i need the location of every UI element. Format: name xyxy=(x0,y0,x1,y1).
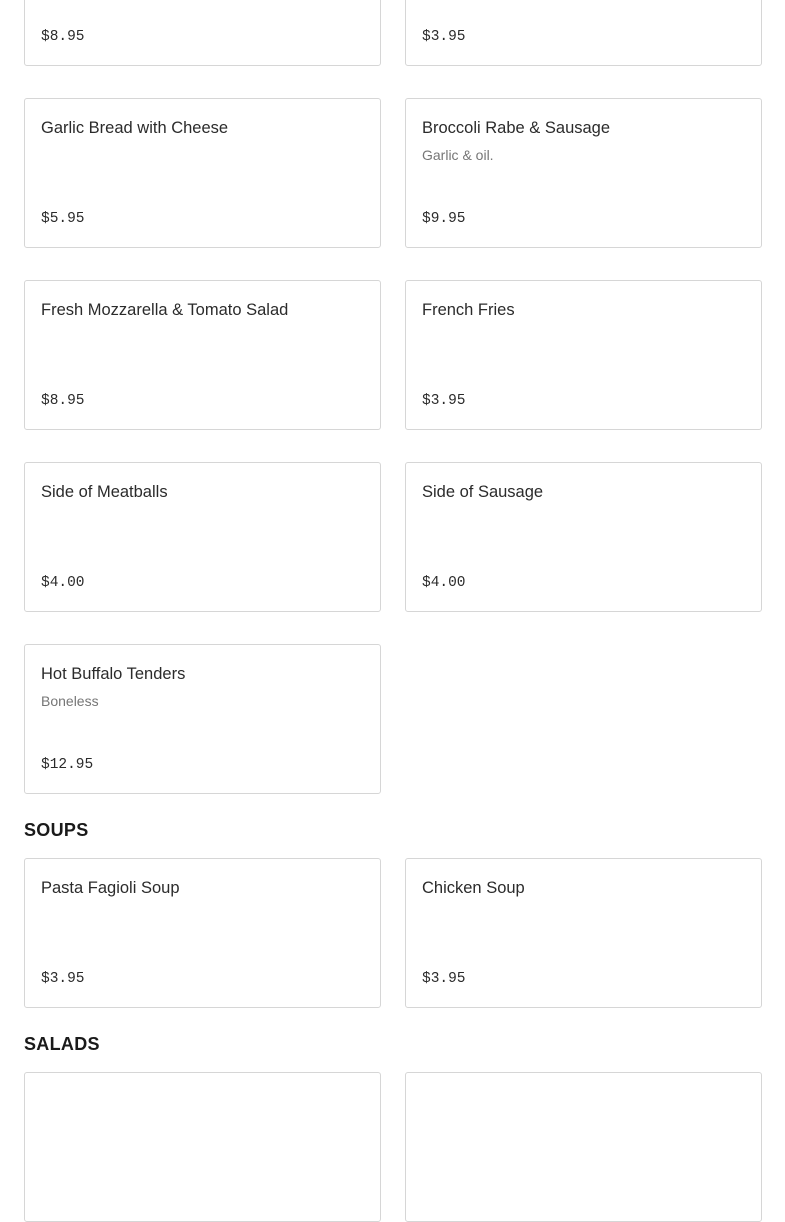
menu-item-name: Chicken Soup xyxy=(422,879,525,897)
menu-item-name: Garlic Bread with Cheese xyxy=(41,119,229,137)
menu-item-price: $3.95 xyxy=(422,29,466,45)
menu-item-price: $4.00 xyxy=(422,575,466,591)
menu-item-price: $8.95 xyxy=(41,393,85,409)
menu-item-card[interactable] xyxy=(24,644,381,794)
menu-item-name: Broccoli Rabe & Sausage xyxy=(422,119,611,137)
menu-item-price: $3.95 xyxy=(41,971,85,987)
section-title-salads: SALADS xyxy=(24,1034,100,1054)
menu-item-card[interactable] xyxy=(24,462,381,612)
menu-item-price: $12.95 xyxy=(41,757,94,773)
menu-item-card[interactable] xyxy=(24,1072,381,1222)
menu-item-card[interactable] xyxy=(405,98,762,248)
menu-item-price: $3.95 xyxy=(422,393,466,409)
menu-item-card[interactable] xyxy=(405,280,762,430)
menu-item-card[interactable] xyxy=(405,0,762,66)
menu-item-name: Fresh Mozzarella & Tomato Salad xyxy=(41,301,289,319)
menu-item-card[interactable] xyxy=(24,98,381,248)
menu-item-price: $5.95 xyxy=(41,211,85,227)
menu-item-price: $9.95 xyxy=(422,211,466,227)
menu-item-card[interactable] xyxy=(24,0,381,66)
menu-item-name: Side of Sausage xyxy=(422,483,544,501)
menu-item-card[interactable] xyxy=(405,1072,762,1222)
menu-item-price: $3.95 xyxy=(422,971,466,987)
menu-item-price: $4.00 xyxy=(41,575,85,591)
menu-item-card[interactable] xyxy=(24,858,381,1008)
menu-item-description: Boneless xyxy=(41,693,99,709)
menu-item-name: Side of Meatballs xyxy=(41,483,168,501)
menu-item-card[interactable] xyxy=(24,280,381,430)
section-title-soups: SOUPS xyxy=(24,820,89,840)
menu-item-card[interactable] xyxy=(405,462,762,612)
menu-item-description: Garlic & oil. xyxy=(422,147,494,163)
menu-item-name: Pasta Fagioli Soup xyxy=(41,879,180,897)
menu-item-name: French Fries xyxy=(422,301,515,319)
menu-item-card[interactable] xyxy=(405,858,762,1008)
menu-item-name: Hot Buffalo Tenders xyxy=(41,665,186,683)
menu-item-price: $8.95 xyxy=(41,29,85,45)
